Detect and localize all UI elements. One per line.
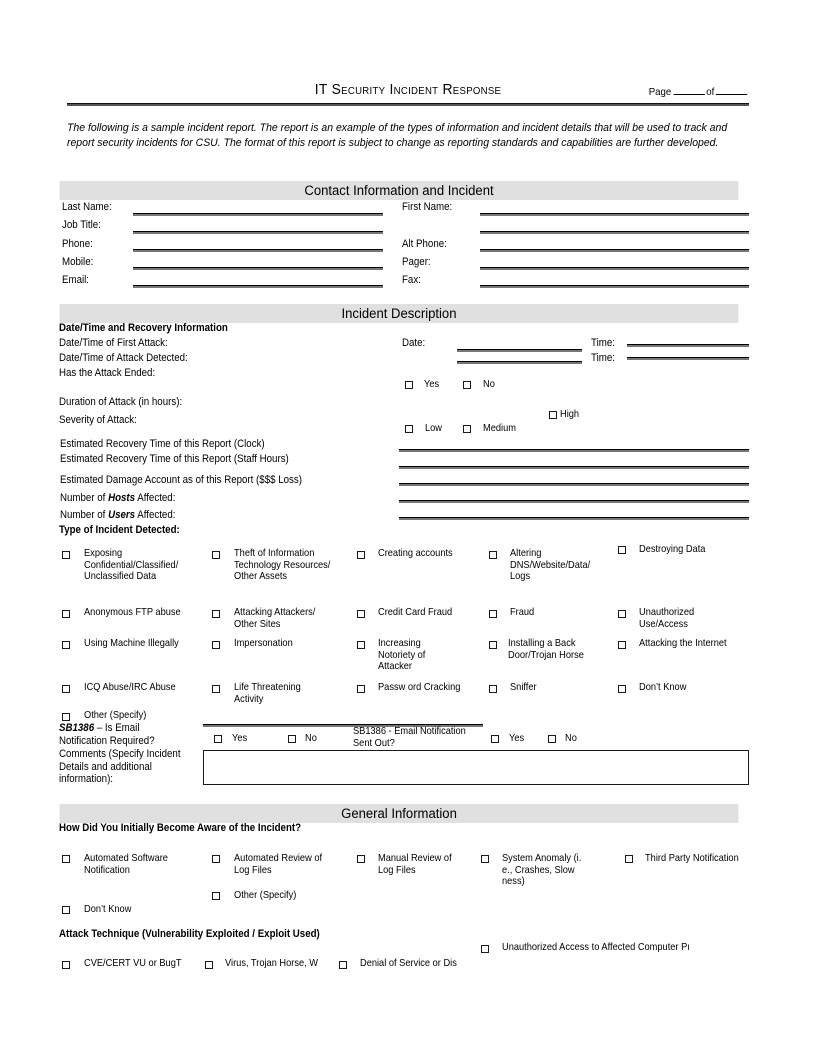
label-incident-type-10: Using Machine Illegally — [84, 638, 179, 649]
page-label: Page — [648, 86, 672, 98]
checkbox-incident-type-0[interactable] — [62, 551, 70, 559]
label-time-2: Time: — [591, 352, 615, 364]
checkbox-incident-type-16[interactable] — [212, 685, 220, 693]
label-incident-type-14: Attacking the Internet — [639, 638, 727, 649]
input-first-name-2[interactable] — [480, 231, 749, 234]
checkbox-technique-0[interactable] — [62, 961, 70, 969]
label-aware-0: Automated Software Notification — [84, 853, 168, 876]
checkbox-incident-type-11[interactable] — [212, 641, 220, 649]
checkbox-incident-type-7[interactable] — [357, 610, 365, 618]
label-aware-2: Manual Review of Log Files — [378, 853, 452, 876]
label-phone: Phone: — [62, 238, 93, 250]
label-attack-duration: Duration of Attack (in hours): — [59, 396, 183, 408]
page-number-blank[interactable] — [673, 94, 704, 95]
label-incident-type-9: Unauthorized Use/Access — [639, 607, 695, 630]
label-incident-type-8: Fraud — [510, 607, 535, 618]
checkbox-aware-1[interactable] — [212, 855, 220, 863]
checkbox-aware-2[interactable] — [357, 855, 365, 863]
label-technique-0: CVE/CERT VU or BugT — [84, 958, 182, 969]
input-recovery-clock[interactable] — [399, 449, 749, 452]
subheading-attack-technique: Attack Technique (Vulnerability Exploited / Exploit Used) — [59, 928, 320, 940]
label-incident-type-7: Credit Card Fraud — [378, 607, 453, 618]
label-incident-type-18: Sniffer — [510, 682, 537, 693]
label-sb1386-required: SB1386 – Is Email Notification Required? — [59, 722, 155, 747]
checkbox-incident-type-18[interactable] — [489, 685, 497, 693]
label-aware-4: Third Party Notification — [645, 853, 739, 864]
input-phone[interactable] — [133, 249, 383, 252]
label-damage-account: Estimated Damage Account as of this Report ($$$ Loss) — [60, 474, 302, 486]
label-technique-2: Denial of Service or Dis — [360, 958, 457, 969]
input-alt-phone[interactable] — [480, 249, 749, 252]
label-incident-type-13: Installing a Back Door/Trojan Horse — [508, 638, 584, 661]
input-hosts-affected[interactable] — [399, 500, 749, 503]
label-incident-type-17: Passw ord Cracking — [378, 682, 461, 693]
input-users-affected[interactable] — [399, 517, 749, 520]
checkbox-aware-other[interactable] — [212, 892, 220, 900]
input-fax[interactable] — [480, 285, 749, 288]
label-mobile: Mobile: — [62, 256, 94, 268]
subheading-aware: How Did You Initially Become Aware of the Incident? — [59, 822, 302, 834]
checkbox-technique-1[interactable] — [205, 961, 213, 969]
checkbox-incident-type-5[interactable] — [62, 610, 70, 618]
label-last-name: Last Name: — [62, 201, 112, 213]
label-users-affected: Number of Users Affected: — [60, 509, 176, 521]
label-incident-type-16: Life Threatening Activity — [234, 682, 301, 705]
checkbox-sb1386-required-yes[interactable] — [214, 735, 222, 743]
of-label: of — [705, 86, 715, 98]
label-incident-type-15: ICQ Abuse/IRC Abuse — [84, 682, 176, 693]
label-aware-other: Other (Specify) — [234, 890, 297, 901]
label-incident-type-12: Increasing Notoriety of Attacker — [378, 638, 426, 673]
checkbox-aware-0[interactable] — [62, 855, 70, 863]
checkbox-severity-medium[interactable] — [463, 425, 471, 433]
checkbox-incident-type-10[interactable] — [62, 641, 70, 649]
label-incident-type-11: Impersonation — [234, 638, 293, 649]
checkbox-attack-ended-no[interactable] — [463, 381, 471, 389]
label-incident-type-other: Other (Specify) — [84, 710, 147, 721]
checkbox-incident-type-3[interactable] — [489, 551, 497, 559]
input-damage-account[interactable] — [399, 483, 749, 486]
label-email: Email: — [62, 274, 89, 286]
checkbox-attack-ended-yes[interactable] — [405, 381, 413, 389]
label-incident-type-5: Anonymous FTP abuse — [84, 607, 181, 618]
label-sb1386-sent: SB1386 - Email Notification Sent Out? — [353, 726, 466, 749]
label-attack-detected: Date/Time of Attack Detected: — [59, 352, 188, 364]
intro-paragraph: The following is a sample incident report. The report is an example of the types of information and incident details that will be used to track and report security incidents for CSU. The format of this report is subject to change as reporting standards and capabilities are further developed. — [67, 122, 728, 149]
section-header-general: General Information — [60, 804, 739, 823]
label-attack-ended-no: No — [483, 379, 495, 390]
label-aware-dont-know: Don’t Know — [84, 904, 132, 915]
label-aware-3: System Anomaly (i. e., Crashes, Slow ness) — [502, 853, 582, 888]
checkbox-incident-type-15[interactable] — [62, 685, 70, 693]
checkbox-aware-3[interactable] — [481, 855, 489, 863]
checkbox-aware-4[interactable] — [625, 855, 633, 863]
label-severity-high: High — [560, 409, 580, 420]
checkbox-incident-type-12[interactable] — [357, 641, 365, 649]
checkbox-incident-type-4[interactable] — [618, 546, 626, 554]
label-attack-severity: Severity of Attack: — [59, 414, 137, 426]
label-technique-1: Virus, Trojan Horse, W — [225, 958, 319, 969]
label-attack-ended-yes: Yes — [424, 379, 440, 390]
input-mobile[interactable] — [133, 267, 383, 270]
label-sb1386-required-no: No — [305, 733, 317, 744]
checkbox-sb1386-sent-yes[interactable] — [491, 735, 499, 743]
label-sb1386-sent-no: No — [565, 733, 577, 744]
label-incident-type-3: Altering DNS/Website/Data/ Logs — [510, 548, 591, 583]
checkbox-incident-type-14[interactable] — [618, 641, 626, 649]
comments-textarea[interactable] — [203, 750, 749, 785]
label-sb1386-required-yes: Yes — [232, 733, 248, 744]
label-first-attack: Date/Time of First Attack: — [59, 337, 168, 349]
label-aware-1: Automated Review of Log Files — [234, 853, 323, 876]
checkbox-severity-low[interactable] — [405, 425, 413, 433]
label-time-1: Time: — [591, 337, 615, 349]
page-total-blank[interactable] — [716, 94, 747, 95]
subheading-incident-type: Type of Incident Detected: — [59, 524, 180, 536]
checkbox-severity-high[interactable] — [549, 411, 557, 419]
label-incident-type-0: Exposing Confidential/Classified/ Unclassified Data — [84, 548, 179, 583]
checkbox-sb1386-required-no[interactable] — [288, 735, 296, 743]
label-hosts-affected: Number of Hosts Affected: — [60, 492, 176, 504]
checkbox-incident-type-13[interactable] — [489, 641, 497, 649]
input-email[interactable] — [133, 285, 383, 288]
checkbox-incident-type-9[interactable] — [618, 610, 626, 618]
checkbox-incident-type-8[interactable] — [489, 610, 497, 618]
label-first-name: First Name: — [402, 201, 453, 213]
label-fax: Fax: — [402, 274, 421, 286]
label-incident-type-4: Destroying Data — [639, 544, 706, 555]
input-date-first-attack[interactable] — [457, 349, 582, 352]
subheading-datetime-recovery: Date/Time and Recovery Information — [59, 322, 228, 334]
checkbox-incident-type-1[interactable] — [212, 551, 220, 559]
input-time-attack-detected[interactable] — [627, 357, 749, 360]
label-technique-unauthorized: Unauthorized Access to Affected Computer Pı — [502, 942, 690, 953]
label-job-title: Job Title: — [62, 219, 101, 231]
section-header-incident: Incident Description — [60, 304, 739, 323]
label-incident-type-6: Attacking Attackers/ Other Sites — [234, 607, 316, 630]
checkbox-technique-unauthorized[interactable] — [481, 945, 489, 953]
input-first-name[interactable] — [480, 213, 749, 216]
label-severity-medium: Medium — [483, 423, 516, 434]
section-header-contact: Contact Information and Incident — [60, 181, 739, 200]
checkbox-incident-type-19[interactable] — [618, 685, 626, 693]
input-last-name[interactable] — [133, 213, 383, 216]
page-number-field — [648, 86, 749, 98]
header-divider — [67, 103, 749, 106]
input-time-first-attack[interactable] — [627, 344, 749, 347]
page-title: IT Security Incident Response — [314, 82, 502, 98]
label-recovery-clock: Estimated Recovery Time of this Report (Clock) — [60, 438, 265, 450]
label-sb1386-sent-yes: Yes — [509, 733, 525, 744]
label-severity-low: Low — [425, 423, 443, 434]
input-recovery-staff-hours[interactable] — [399, 466, 749, 469]
checkbox-incident-type-17[interactable] — [357, 685, 365, 693]
checkbox-incident-type-other[interactable] — [62, 713, 70, 721]
label-pager: Pager: — [402, 256, 431, 268]
input-pager[interactable] — [480, 267, 749, 270]
checkbox-technique-2[interactable] — [339, 961, 347, 969]
checkbox-aware-dont-know[interactable] — [62, 906, 70, 914]
label-incident-type-1: Theft of Information Technology Resources/ Other Assets — [234, 548, 331, 583]
label-attack-ended: Has the Attack Ended: — [59, 367, 156, 379]
checkbox-sb1386-sent-no[interactable] — [548, 735, 556, 743]
label-comments: Comments (Specify Incident Details and additional information): — [59, 748, 181, 786]
label-recovery-staff-hours: Estimated Recovery Time of this Report (Staff Hours) — [60, 453, 289, 465]
label-date: Date: — [402, 337, 426, 349]
input-date-attack-detected[interactable] — [457, 361, 582, 364]
label-incident-type-2: Creating accounts — [378, 548, 453, 559]
checkbox-incident-type-2[interactable] — [357, 551, 365, 559]
label-alt-phone: Alt Phone: — [402, 238, 447, 250]
label-incident-type-19: Don’t Know — [639, 682, 687, 693]
checkbox-incident-type-6[interactable] — [212, 610, 220, 618]
input-job-title[interactable] — [133, 231, 383, 234]
